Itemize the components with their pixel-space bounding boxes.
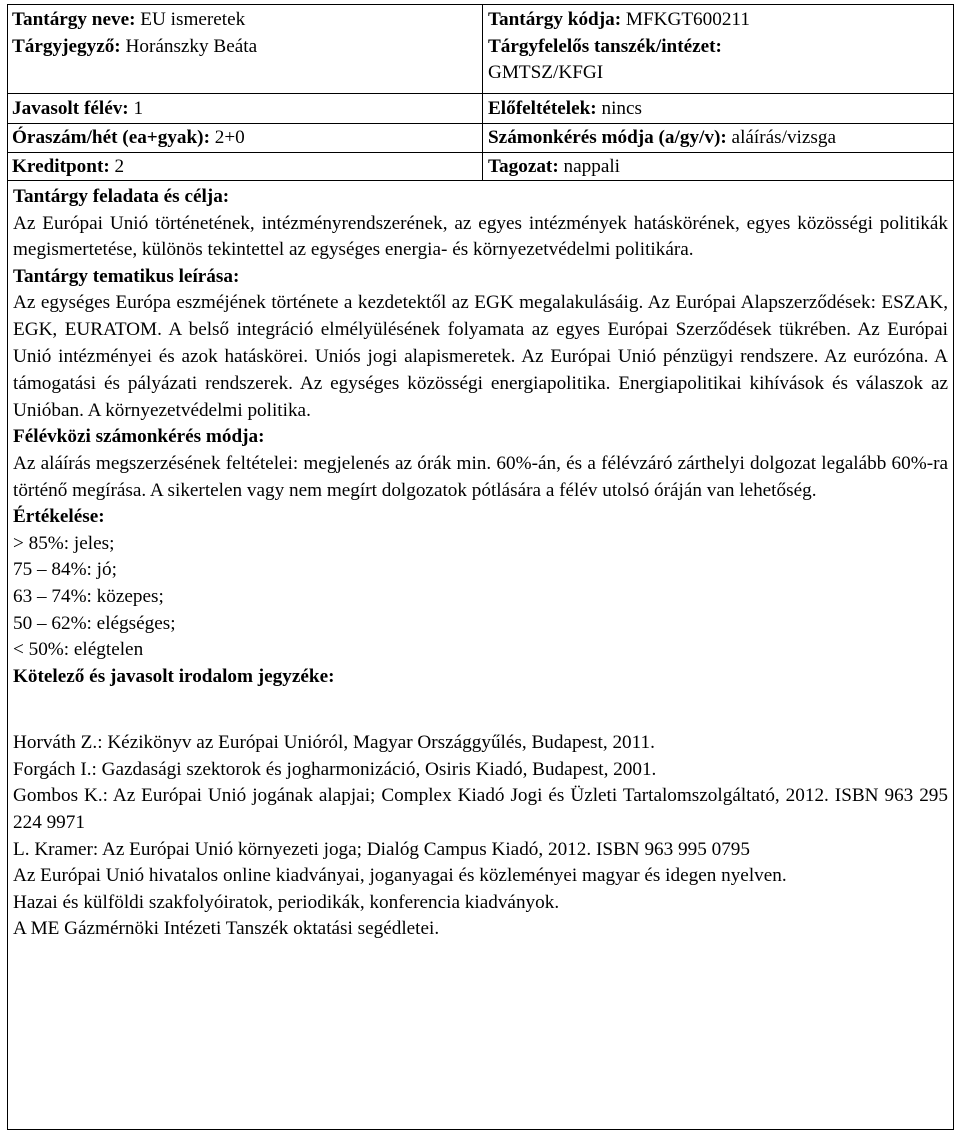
grading-item: 75 – 84%: jó; bbox=[13, 559, 117, 581]
semester-value: 1 bbox=[133, 98, 144, 119]
grading-item: < 50%: elégtelen bbox=[13, 639, 144, 661]
literature-item: L. Kramer: Az Európai Unió környezeti joga; Dialóg Campus Kiadó, 2012. ISBN 963 995 0795 bbox=[13, 838, 750, 860]
course-name-label: Tantárgy neve: bbox=[12, 9, 136, 30]
goal-title: Tantárgy feladata és célja: bbox=[13, 186, 230, 207]
credit-label: Kreditpont: bbox=[12, 156, 110, 177]
header-row-4 bbox=[8, 153, 953, 181]
name-cell bbox=[8, 7, 482, 60]
prerequisites-label: Előfeltételek: bbox=[488, 98, 597, 119]
column-divider bbox=[482, 5, 483, 181]
grading-item: > 85%: jeles; bbox=[13, 532, 115, 554]
spacer bbox=[13, 690, 948, 716]
literature-item: Az Európai Unió hivatalos online kiadványai, joganyagai és közleményei magyar és idegen nyelven. bbox=[13, 865, 787, 887]
literature-item: Horváth Z.: Kézikönyv az Európai Unióról, Magyar Országgyűlés, Budapest, 2011. bbox=[13, 732, 655, 754]
course-code-value: MFKGT600211 bbox=[625, 9, 750, 30]
course-body bbox=[8, 181, 953, 943]
exam-cell bbox=[484, 125, 953, 152]
grading-list bbox=[13, 531, 948, 664]
grading-item: 63 – 74%: közepes; bbox=[13, 585, 164, 607]
lecturer-label: Tárgyjegyző: bbox=[12, 35, 121, 57]
mode-cell bbox=[484, 154, 953, 181]
literature-item: Hazai és külföldi szakfolyóiratok, periodikák, konferencia kiadványok. bbox=[13, 891, 560, 913]
literature-title: Kötelező és javasolt irodalom jegyzéke: bbox=[13, 665, 335, 687]
credit-value: 2 bbox=[114, 156, 125, 177]
study-mode-label: Tagozat: bbox=[488, 156, 559, 177]
hours-label: Óraszám/hét (ea+gyak): bbox=[12, 127, 210, 148]
semester-cell bbox=[8, 96, 482, 123]
grading-item: 50 – 62%: elégséges; bbox=[13, 612, 176, 634]
literature-list bbox=[13, 730, 948, 943]
code-cell bbox=[484, 7, 953, 87]
lecturer-value: Horánszky Beáta bbox=[125, 35, 258, 57]
credit-cell bbox=[8, 154, 482, 181]
assessment-title: Félévközi számonkérés módja: bbox=[13, 426, 265, 448]
literature-item: Gombos K.: Az Európai Unió jogának alapjai; Complex Kiadó Jogi és Üzleti Tartalomszolgáltató, 2012. ISBN 963 295 224 9971 bbox=[13, 785, 948, 834]
department-label: Tárgyfelelős tanszék/intézet: bbox=[488, 35, 722, 57]
course-code-label: Tantárgy kódja: bbox=[488, 9, 622, 30]
course-name-value: EU ismeretek bbox=[140, 9, 246, 30]
exam-mode-value: aláírás/vizsga bbox=[731, 127, 836, 148]
course-sheet bbox=[7, 4, 954, 1130]
assessment-text: Az aláírás megszerzésének feltételei: megjelenés az órák min. 60%-án, és a félévzáró zárthelyi dolgozat legalább 60%-ra történő megírása. A sikertelen vagy nem megírt dolgozatok pótlására a félév utolsó óráján van lehetőség. bbox=[13, 452, 948, 501]
exam-mode-label: Számonkérés módja (a/gy/v): bbox=[488, 127, 727, 148]
prereq-cell bbox=[484, 96, 953, 123]
grading-title: Értékelése: bbox=[13, 506, 105, 528]
hours-value: 2+0 bbox=[214, 127, 245, 148]
header-row-1 bbox=[8, 5, 953, 94]
header-row-2 bbox=[8, 94, 953, 124]
topics-text: Az egységes Európa eszméjének története a kezdetektől az EGK megalakulásáig. Az Európai Alapszerződések: ESZAK, EGK, EURATOM. A belső integráció elmélyülésének folyamata az egyes Európai Szerződések tükrében. Az Európai Unió intézményei és azok hatáskörei. Uniós jogi alapismeretek. Az Európai Unió pénzügyi rendszere. Az eurózóna. A támogatási és pályázati rendszerek. Az egységes közösségi energiapolitika. Energiapolitikai kihívások és válaszok az Unióban. A környezetvédelmi politika. bbox=[13, 292, 948, 421]
literature-item: Forgách I.: Gazdasági szektorok és jogharmonizáció, Osiris Kiadó, Budapest, 2001. bbox=[13, 758, 657, 780]
goal-text: Az Európai Unió történetének, intézményrendszerének, az egyes intézmények hatáskörének, egyes közösségi politikák megismertetése, különös tekintettel az egységes energia- és környezetvédelmi politikára. bbox=[13, 212, 948, 261]
department-value: GMTSZ/KFGI bbox=[488, 62, 604, 84]
prerequisites-value: nincs bbox=[601, 98, 642, 119]
topics-title: Tantárgy tematikus leírása: bbox=[13, 265, 240, 287]
hours-cell bbox=[8, 125, 482, 152]
header-row-3 bbox=[8, 124, 953, 153]
literature-item: A ME Gázmérnöki Intézeti Tanszék oktatási segédletei. bbox=[13, 918, 440, 940]
semester-label: Javasolt félév: bbox=[12, 98, 129, 119]
study-mode-value: nappali bbox=[563, 156, 620, 177]
